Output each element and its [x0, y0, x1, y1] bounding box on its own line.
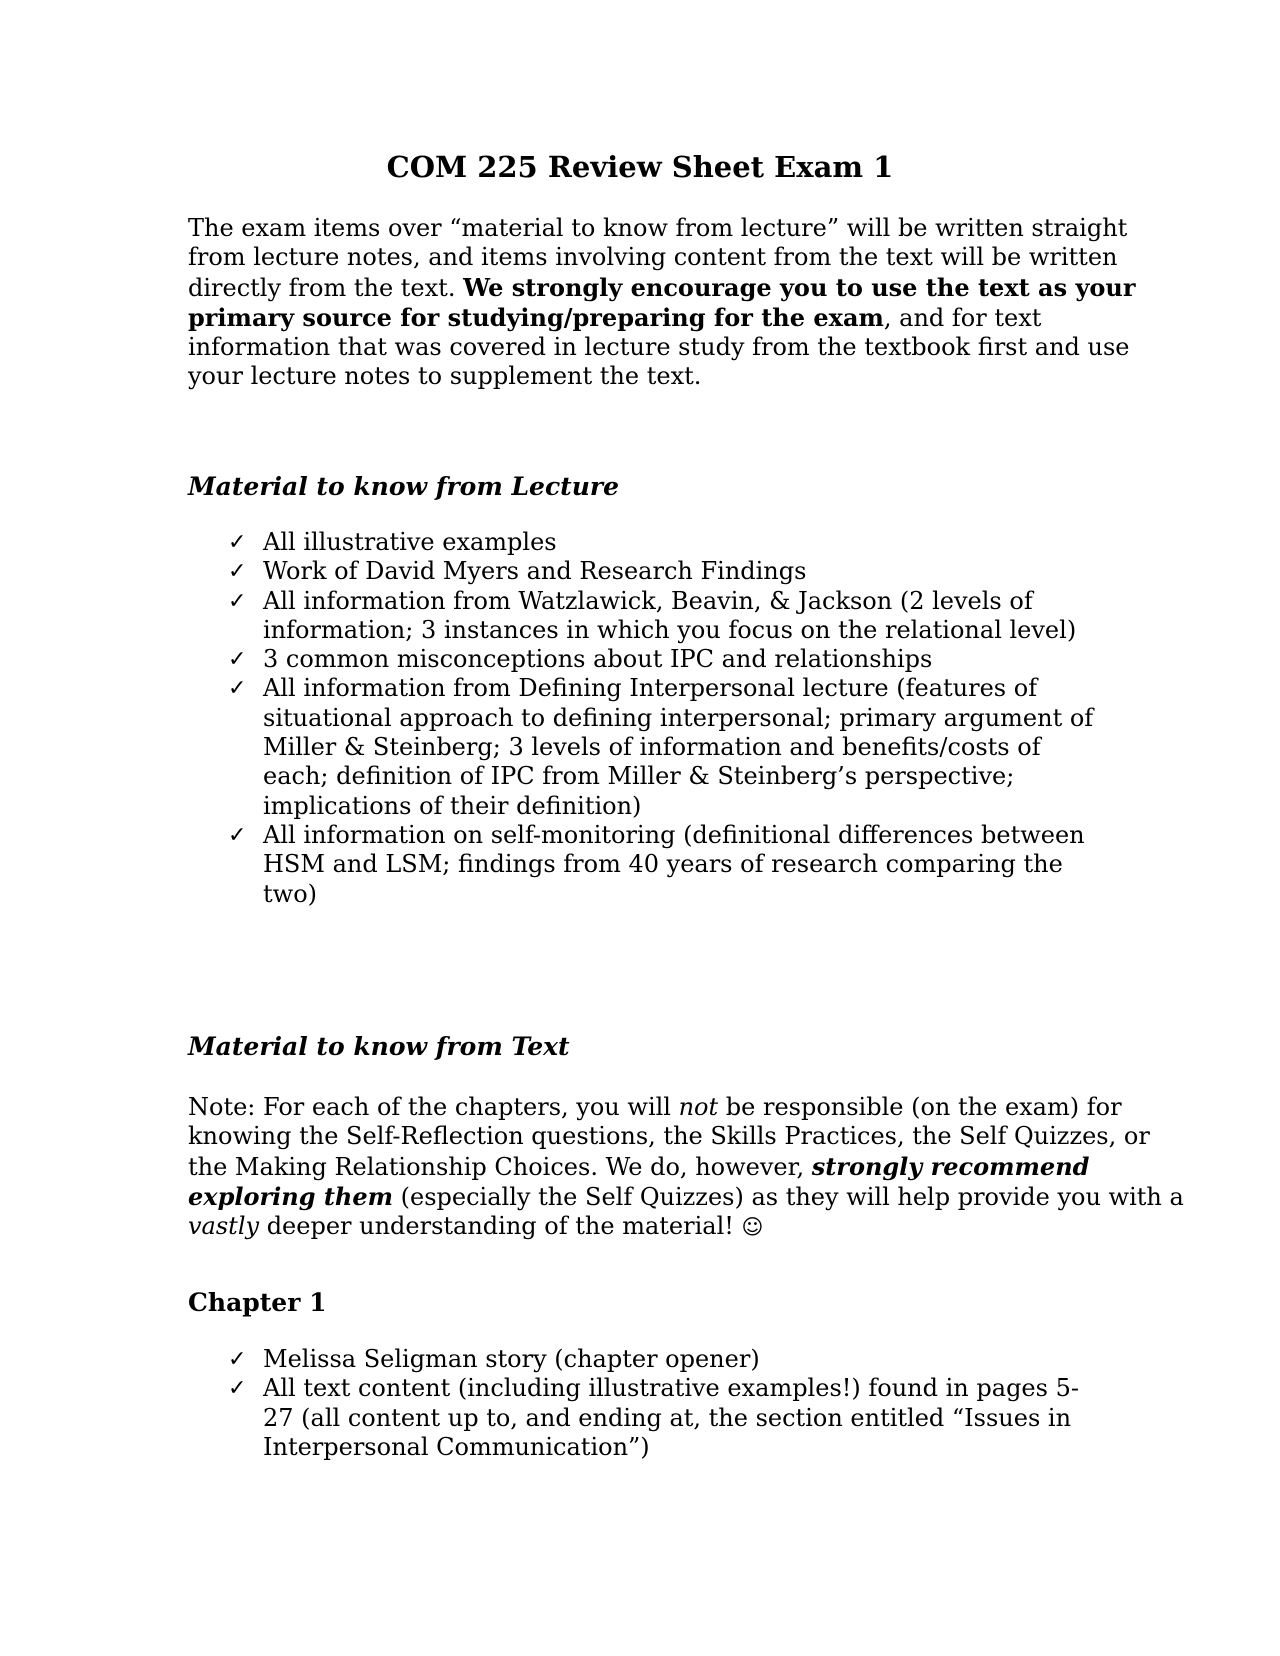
check-icon: ✓: [228, 1347, 247, 1372]
check-icon: ✓: [228, 647, 247, 673]
intro-paragraph: [188, 214, 1188, 392]
check-icon: ✓: [228, 676, 247, 702]
list-item: ✓ All information from Watzlawick, Beavin, & Jackson (2 levels of information; 3 instances in which you focus on the relational level): [228, 586, 1077, 644]
intro-text-2: , and for text information that was covered in lecture study from the textbook first and use your lecture notes to supplement the text.: [188, 303, 1130, 391]
lecture-checklist: [188, 528, 1108, 909]
list-item: ✓ 3 common misconceptions about IPC and relationships: [228, 645, 933, 674]
list-item: ✓ All information on self-monitoring (definitional differences between HSM and LSM; findings from 40 years of research comparing the two): [228, 820, 1085, 908]
chapter-1-heading: Chapter 1: [188, 1288, 327, 1317]
lecture-heading: Material to know from Lecture: [188, 472, 619, 501]
list-item: ✓ All information from Defining Interpersonal lecture (features of situational approach to defining interpersonal; primary argument of Miller & Steinberg; 3 levels of information and benefits/costs of each; definition of IPC from Miller & Steinberg’s perspective; implications of their definition): [228, 674, 1094, 820]
list-item: ✓ Work of David Myers and Research Findings: [228, 557, 807, 586]
note-paragraph: Note: For each of the chapters, you will not be responsible (on the exam) for knowing the Self-Reflection questions, the Skills Practices, the Self Quizzes, or the Making Relationship Choices. We do, however, strongly recommend exploring them (especially the Self Quizzes) as they will help provide you with a vastly deeper understanding of the material! ☺: [188, 1093, 1184, 1241]
smiley-icon: ☺: [741, 1215, 764, 1240]
intro-emphasis: We strongly encourage you to use the text as your primary source for studying/preparing for the exam: [188, 272, 1136, 332]
check-icon: ✓: [228, 1376, 247, 1402]
check-icon: ✓: [228, 822, 247, 848]
check-icon: ✓: [228, 559, 247, 585]
check-icon: ✓: [228, 588, 247, 614]
intro-text-1: The exam items over “material to know from lecture” will be written straight from lecture notes, and items involving content from the text will be written directly from the text.: [188, 214, 1128, 302]
page-title: COM 225 Review Sheet Exam 1: [386, 150, 894, 184]
text-heading: Material to know from Text: [188, 1032, 570, 1061]
list-item: ✓ Melissa Seligman story (chapter opener): [228, 1345, 760, 1373]
list-item: ✓ All illustrative examples: [228, 528, 557, 556]
check-icon: ✓: [228, 530, 247, 555]
list-item: ✓ All text content (including illustrative examples!) found in pages 5-27 (all content up to, and ending at, the section entitled “Issues in Interpersonal Communication”): [228, 1374, 1079, 1461]
chapter-1-checklist: [188, 1345, 1108, 1462]
